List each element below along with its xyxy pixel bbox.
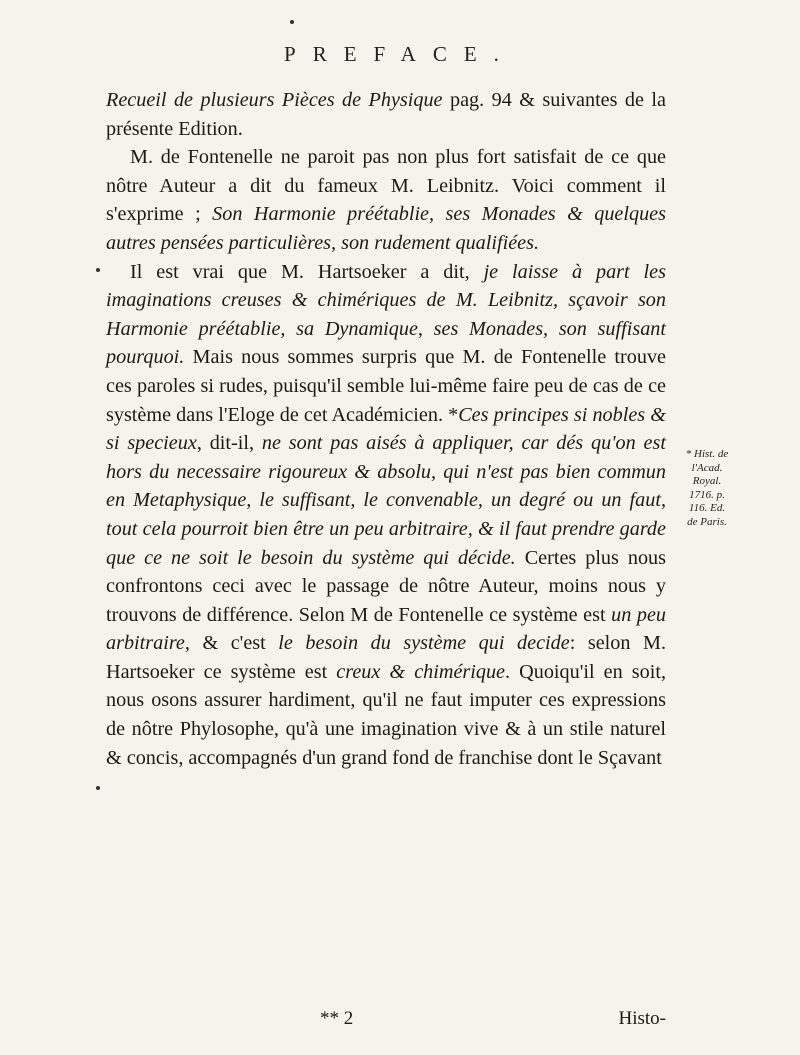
text-run: Certes plus nous confrontons ceci avec le passage de nôtre Auteur, moins nous y trouvons de différence. Selon M de Fontenelle ce système est bbox=[106, 546, 666, 626]
catchword: Histo- bbox=[618, 1008, 666, 1029]
signature-mark: ** 2 bbox=[320, 1008, 354, 1029]
paper-speck bbox=[290, 20, 294, 24]
margin-note-line: * Hist. de bbox=[685, 448, 729, 460]
margin-note-line: de Paris. bbox=[687, 515, 727, 528]
paper-speck bbox=[96, 786, 100, 790]
body-text bbox=[106, 86, 666, 772]
text-run: Mais nous sommes surpris que M. de Fontenelle trouve ces paroles si rudes, puisqu'il semble lui-même faire peu de cas de ce système dans l'Eloge de cet Académicien. * bbox=[106, 346, 666, 426]
margin-note-line: 116. Ed. bbox=[688, 502, 726, 514]
text-run: , & c'est bbox=[184, 632, 279, 655]
paper-speck bbox=[96, 268, 100, 272]
text-run: , dit-il, bbox=[196, 432, 262, 455]
italic-text: je laisse à part les imaginations creuses & chimériques de M. Leibnitz, sçavoir son Harmonie préétablie, sa Dynamique, ses Monades, son suffisant pourquoi. bbox=[106, 260, 666, 369]
margin-note bbox=[672, 448, 742, 529]
italic-text: le besoin du système qui decide bbox=[278, 632, 570, 655]
italic-text: Ces principes si nobles & si specieux bbox=[106, 403, 666, 455]
running-header: PREFACE. bbox=[284, 42, 516, 66]
paragraph bbox=[106, 143, 666, 257]
italic-text: Recueil de plusieurs Pièces de Physique bbox=[106, 89, 443, 111]
text-run: pag. 94 & suivantes de la présente Edition. bbox=[106, 89, 666, 140]
italic-text: un peu arbitraire bbox=[106, 603, 666, 655]
italic-text: creux & chimérique bbox=[336, 660, 506, 683]
text-run: M. de Fontenelle ne paroit pas non plus fort satisfait de ce que nôtre Auteur a dit du fameux M. Leibnitz. Voici comment il s'exprime ; bbox=[106, 146, 666, 226]
margin-note-line: l'Acad. bbox=[691, 461, 723, 474]
text-run: . Quoiqu'il en soit, nous osons assurer hardiment, qu'il ne faut imputer ces expressions de nôtre Phylosophe, qu'à une imagination vive & à un stile naturel & concis, accompagnés d'un grand fond de franchise dont le Sçavant bbox=[106, 660, 666, 769]
margin-note-line: 1716. p. bbox=[689, 488, 725, 501]
text-run: Il est vrai que M. Hartsoeker a dit, bbox=[130, 260, 484, 283]
text-run: : selon M. Hartsoeker ce système est bbox=[106, 632, 666, 683]
italic-text: ne sont pas aisés à appliquer, car dés qu'on est hors du necessaire rigoureux & absolu, qui n'est pas bien commun en Metaphysique, le suffisant, le convenable, un degré ou un faut, tout cela pourroit bien être un peu arbitraire, & il faut prendre garde que ce ne soit le besoin du système qui décide. bbox=[106, 432, 666, 569]
italic-text: Son Harmonie préétablie, ses Monades & quelques autres pensées particulières, son rudement qualifiées. bbox=[106, 203, 666, 254]
paragraph bbox=[106, 86, 666, 143]
margin-note-line: Royal. bbox=[692, 475, 722, 487]
paragraph bbox=[106, 258, 666, 773]
